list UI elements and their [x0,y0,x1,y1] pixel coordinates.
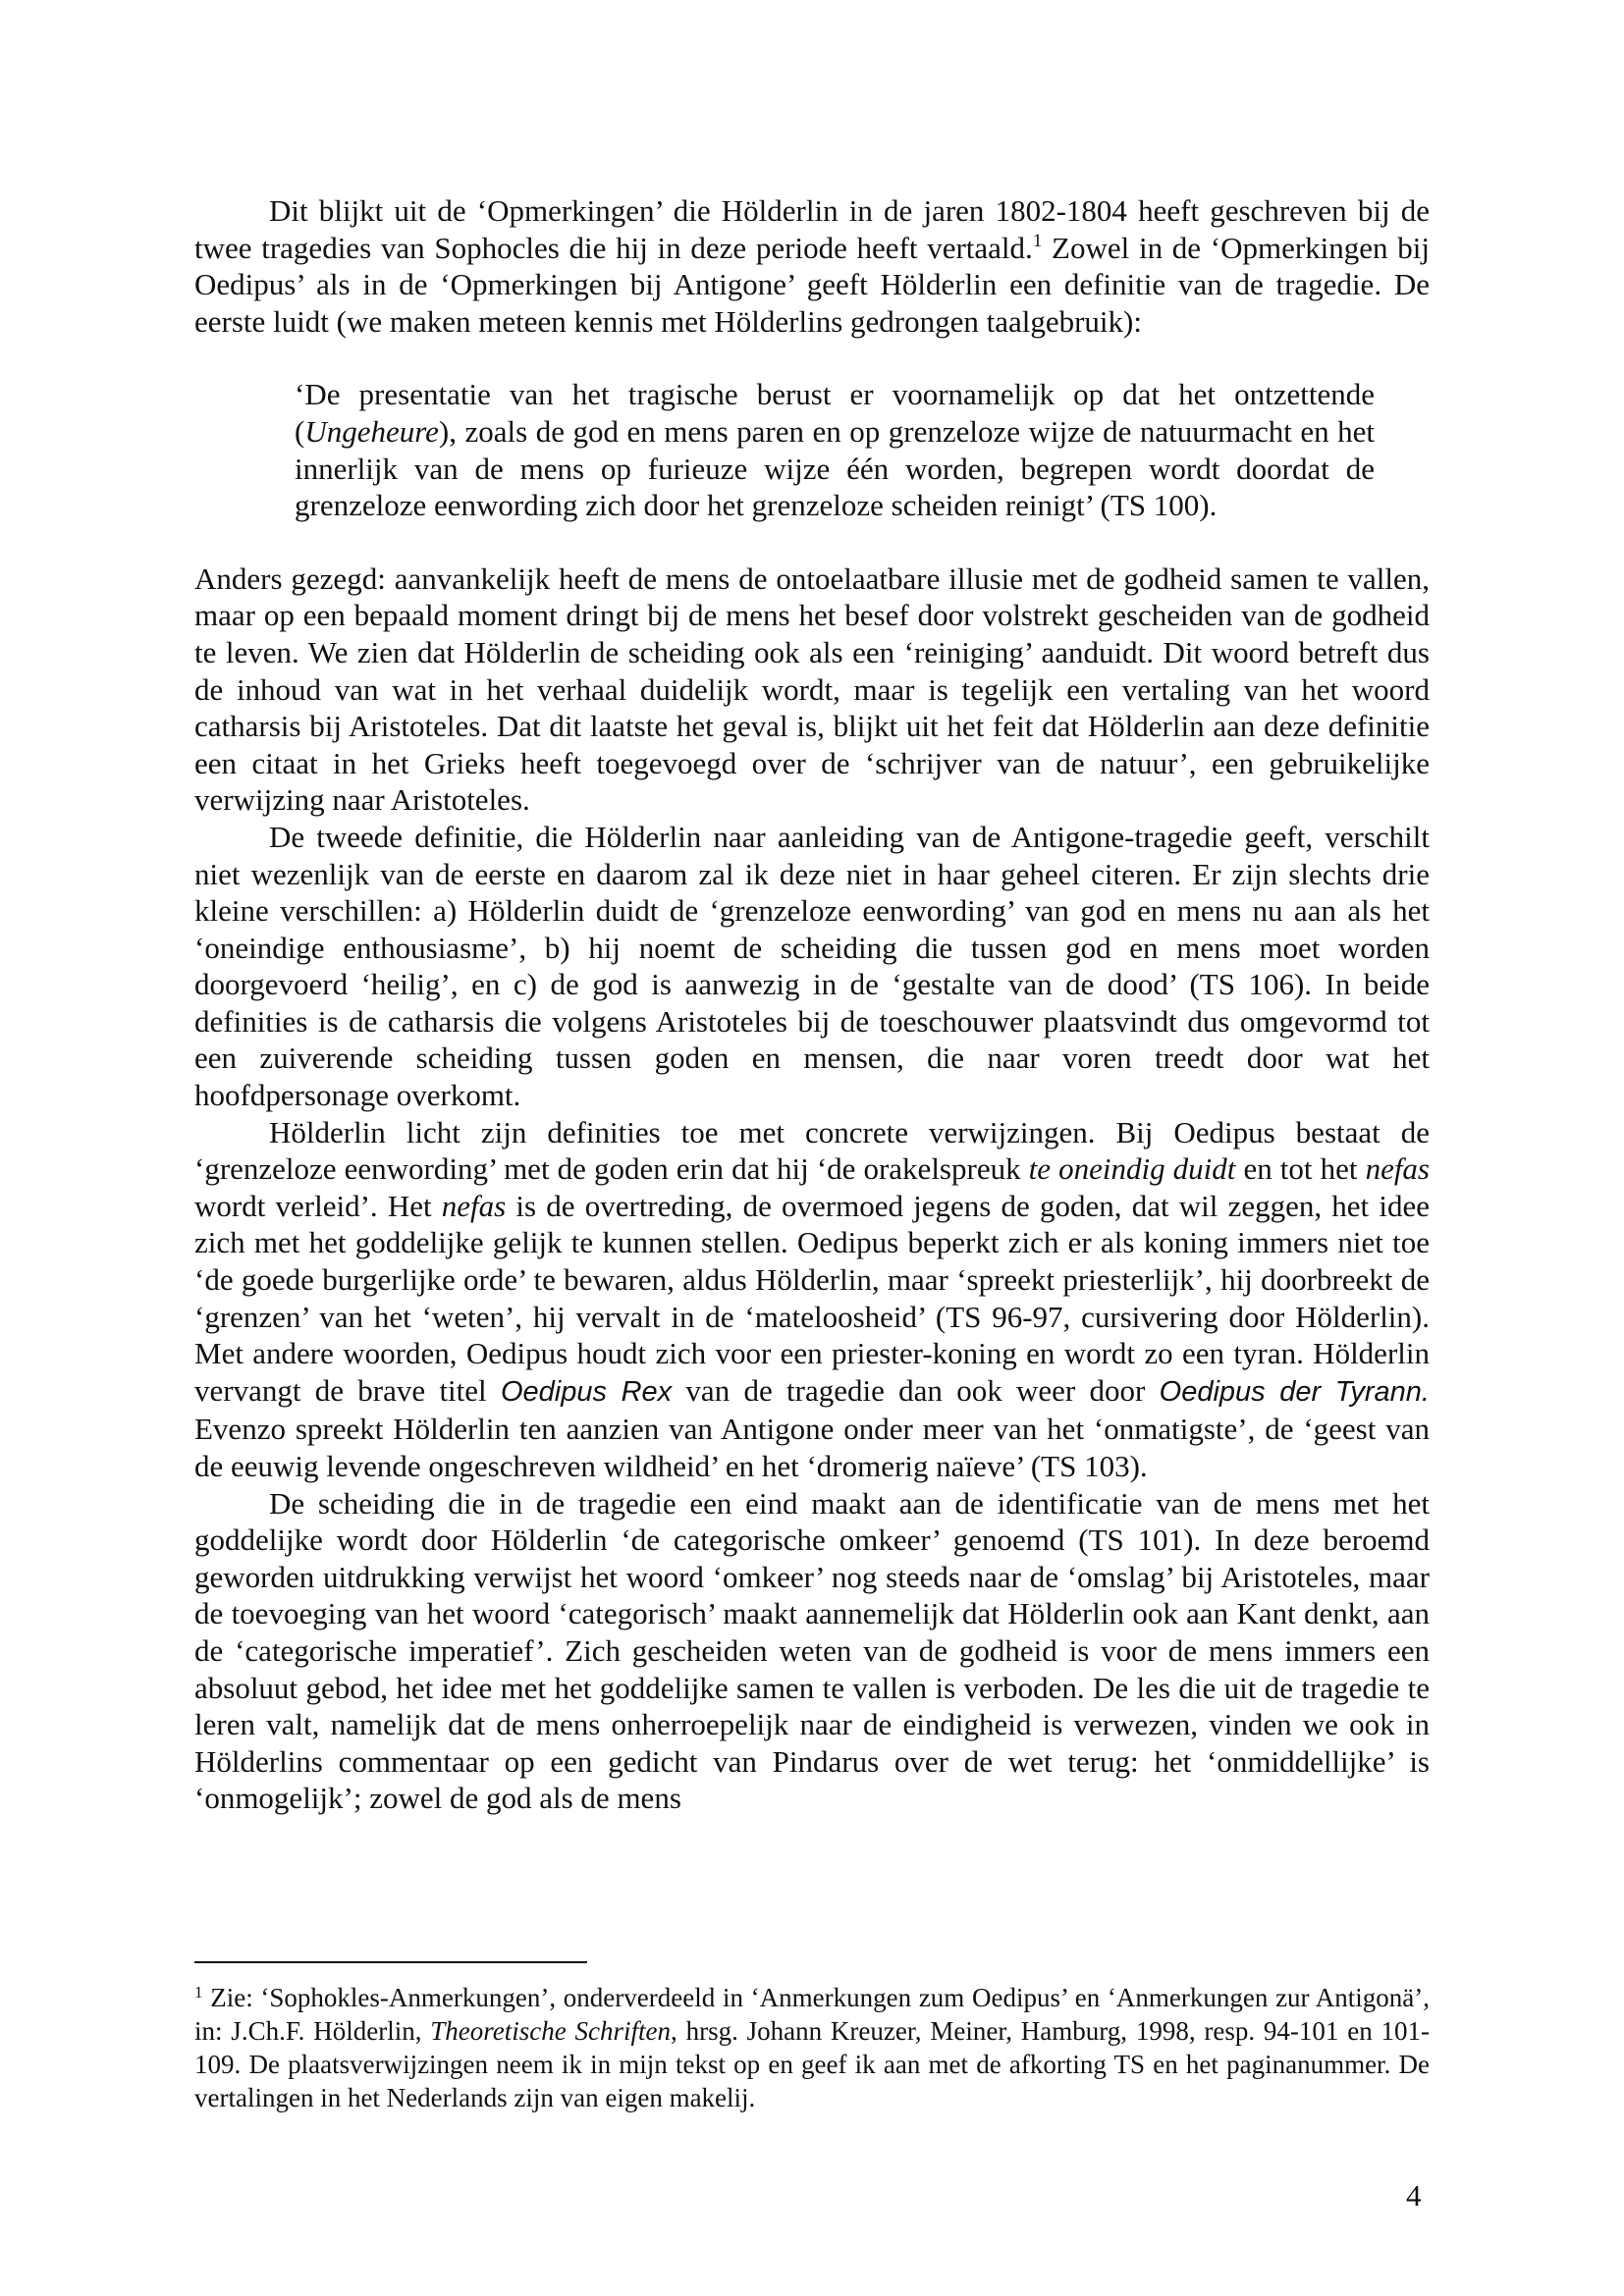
footnote-text-cont: , hrsg. Johann Kreuzer, Meiner, Hamburg, 1998, resp. 94-101 en 101-109. De plaatsverwijzingen neem ik in mijn tekst op en geef ik aan met de afkorting TS en het paginanummer. De vertalingen in het Nederlands zijn van eigen makelij. [194,2016,1430,2112]
italic-run: te oneindig duidt [1028,1151,1236,1187]
block-quote [295,376,1375,523]
paragraph-verwijzingen [194,1114,1430,1485]
italic-run: Oedipus Rex [500,1375,673,1408]
footnote-marker: 1 [194,1983,203,2002]
footnote-reference[interactable]: 1 [1032,230,1043,251]
page-number: 4 [1406,2178,1422,2213]
paragraph-intro-text-cont: Zowel in de ‘Opmerkingen bij Oedipus’ als in de ‘Opmerkingen bij Antigone’ geeft Hölderlin een definitie van de tragedie. De eerste luidt (we maken meteen kennis met Hölderlins gedrongen taalgebruik): [194,230,1430,339]
footnote [194,1981,1430,2114]
quote-text-cont: ), zoals de god en mens paren en op grenzeloze wijze de natuurmacht en het innerlijk van de mens op furieuze wijze één worden, begrepen wordt doordat de grenzeloze eenwording zich door het grenzeloze scheiden reinigt’ (TS 100). [295,413,1375,523]
footnote-text: Zie: ‘Sophokles-Anmerkungen’, onderverdeeld in ‘Anmerkungen zum Oedipus’ en ‘Anmerkungen zur Antigonä’, in: J.Ch.F. Hölderlin, [194,1983,1430,2046]
quote-text: ‘De presentatie van het tragische berust er voornamelijk op dat het ontzettende ( [295,377,1375,449]
italic-run: Oedipus der Tyrann. [1159,1375,1430,1408]
paragraph-anders: Anders gezegd: aanvankelijk heeft de mens de ontoelaatbare illusie met de godheid samen te vallen, maar op een bepaald moment dringt bij de mens het besef door volstrekt gescheiden van de godheid te leven. We zien dat Hölderlin de scheiding ook als een ‘reiniging’ aanduidt. Dit woord betreft dus de inhoud van wat in het verhaal duidelijk wordt, maar is tegelijk een vertaling van het woord catharsis bij Aristoteles. Dat dit laatste het geval is, blijkt uit het feit dat Hölderlin aan deze definitie een citaat in het Grieks heeft toegevoegd over de ‘schrijver van de natuur’, een gebruikelijke verwijzing naar Aristoteles. [194,561,1430,818]
quote-italic: Ungeheure [304,413,439,449]
paragraph-intro-text: Dit blijkt uit de ‘Opmerkingen’ die Hölderlin in de jaren 1802-1804 heeft geschreven bij de twee tragedies van Sophocles die hij in deze periode heeft vertaald. [194,193,1430,265]
page-body [194,192,1430,1817]
footnote-divider [194,1961,587,1963]
paragraph-scheiding: De scheiding die in de tragedie een eind maakt aan de identificatie van de mens met het goddelijke wordt door Hölderlin ‘de categorische omkeer’ genoemd (TS 101). In deze beroemd geworden uitdrukking verwijst het woord ‘omkeer’ nog steeds naar de ‘omslag’ bij Aristoteles, maar de toevoeging van het woord ‘categorisch’ maakt aannemelijk dat Hölderlin ook aan Kant denkt, aan de ‘categorische imperatief’. Zich gescheiden weten van de godheid is voor de mens immers een absoluut gebod, het idee met het goddelijke samen te vallen is verboden. De les die uit de tragedie te leren valt, namelijk dat de mens onherroepelijk naar de eindigheid is verwezen, vinden we ook in Hölderlins commentaar op een gedicht van Pindarus over de wet terug: het ‘onmiddellijke’ is ‘onmogelijk’; zowel de god als de mens [194,1485,1430,1816]
text-run: Hölderlin licht zijn definities toe met concrete verwijzingen. Bij Oedipus bestaat de ‘grenzeloze eenwording’ met de goden erin dat hij ‘de orakelspreuk [194,1114,1430,1187]
text-run: van de tragedie dan ook weer door [672,1372,1160,1408]
italic-run: nefas [1365,1151,1430,1187]
paragraph-intro [194,192,1430,340]
footnote-italic: Theoretische Schriften [430,2016,672,2046]
text-run: Evenzo spreekt Hölderlin ten aanzien van Antigone onder meer van het ‘onmatigste’, de ‘geest van de eeuwig levende ongeschreven wildheid’ en het ‘dromerig naïeve’ (TS 103). [194,1412,1430,1483]
text-run: is de overtreding, de overmoed jegens de goden, dat wil zeggen, het idee zich met het goddelijke gelijk te kunnen stellen. Oedipus beperkt zich er als koning immers niet toe ‘de goede burgerlijke orde’ te bewaren, aldus Hölderlin, maar ‘spreekt priesterlijk’, hij doorbreekt de ‘grenzen’ van het ‘weten’, hij vervalt in de ‘mateloosheid’ (TS 96-97, cursivering door Hölderlin). Met andere woorden, Oedipus houdt zich voor een priester-koning en wordt zo een tyran. Hölderlin vervangt de brave titel [194,1188,1430,1408]
text-run: wordt verleid’. Het [194,1188,442,1223]
text-run: en tot het [1235,1151,1366,1187]
paragraph-tweede-definitie: De tweede definitie, die Hölderlin naar aanleiding van de Antigone-tragedie geeft, verschilt niet wezenlijk van de eerste en daarom zal ik deze niet in haar geheel citeren. Er zijn slechts drie kleine verschillen: a) Hölderlin duidt de ‘grenzeloze eenwording’ van god en mens nu aan als het ‘oneindige enthousiasme’, b) hij noemt de scheiding die tussen god en mens moet worden doorgevoerd ‘heilig’, en c) de god is aanwezig in de ‘gestalte van de dood’ (TS 106). In beide definities is de catharsis die volgens Aristoteles bij de toeschouwer plaatsvindt dus omgevormd tot een zuiverende scheiding tussen goden en mensen, die naar voren treedt door wat het hoofdpersonage overkomt. [194,819,1430,1113]
italic-run: nefas [441,1188,507,1223]
